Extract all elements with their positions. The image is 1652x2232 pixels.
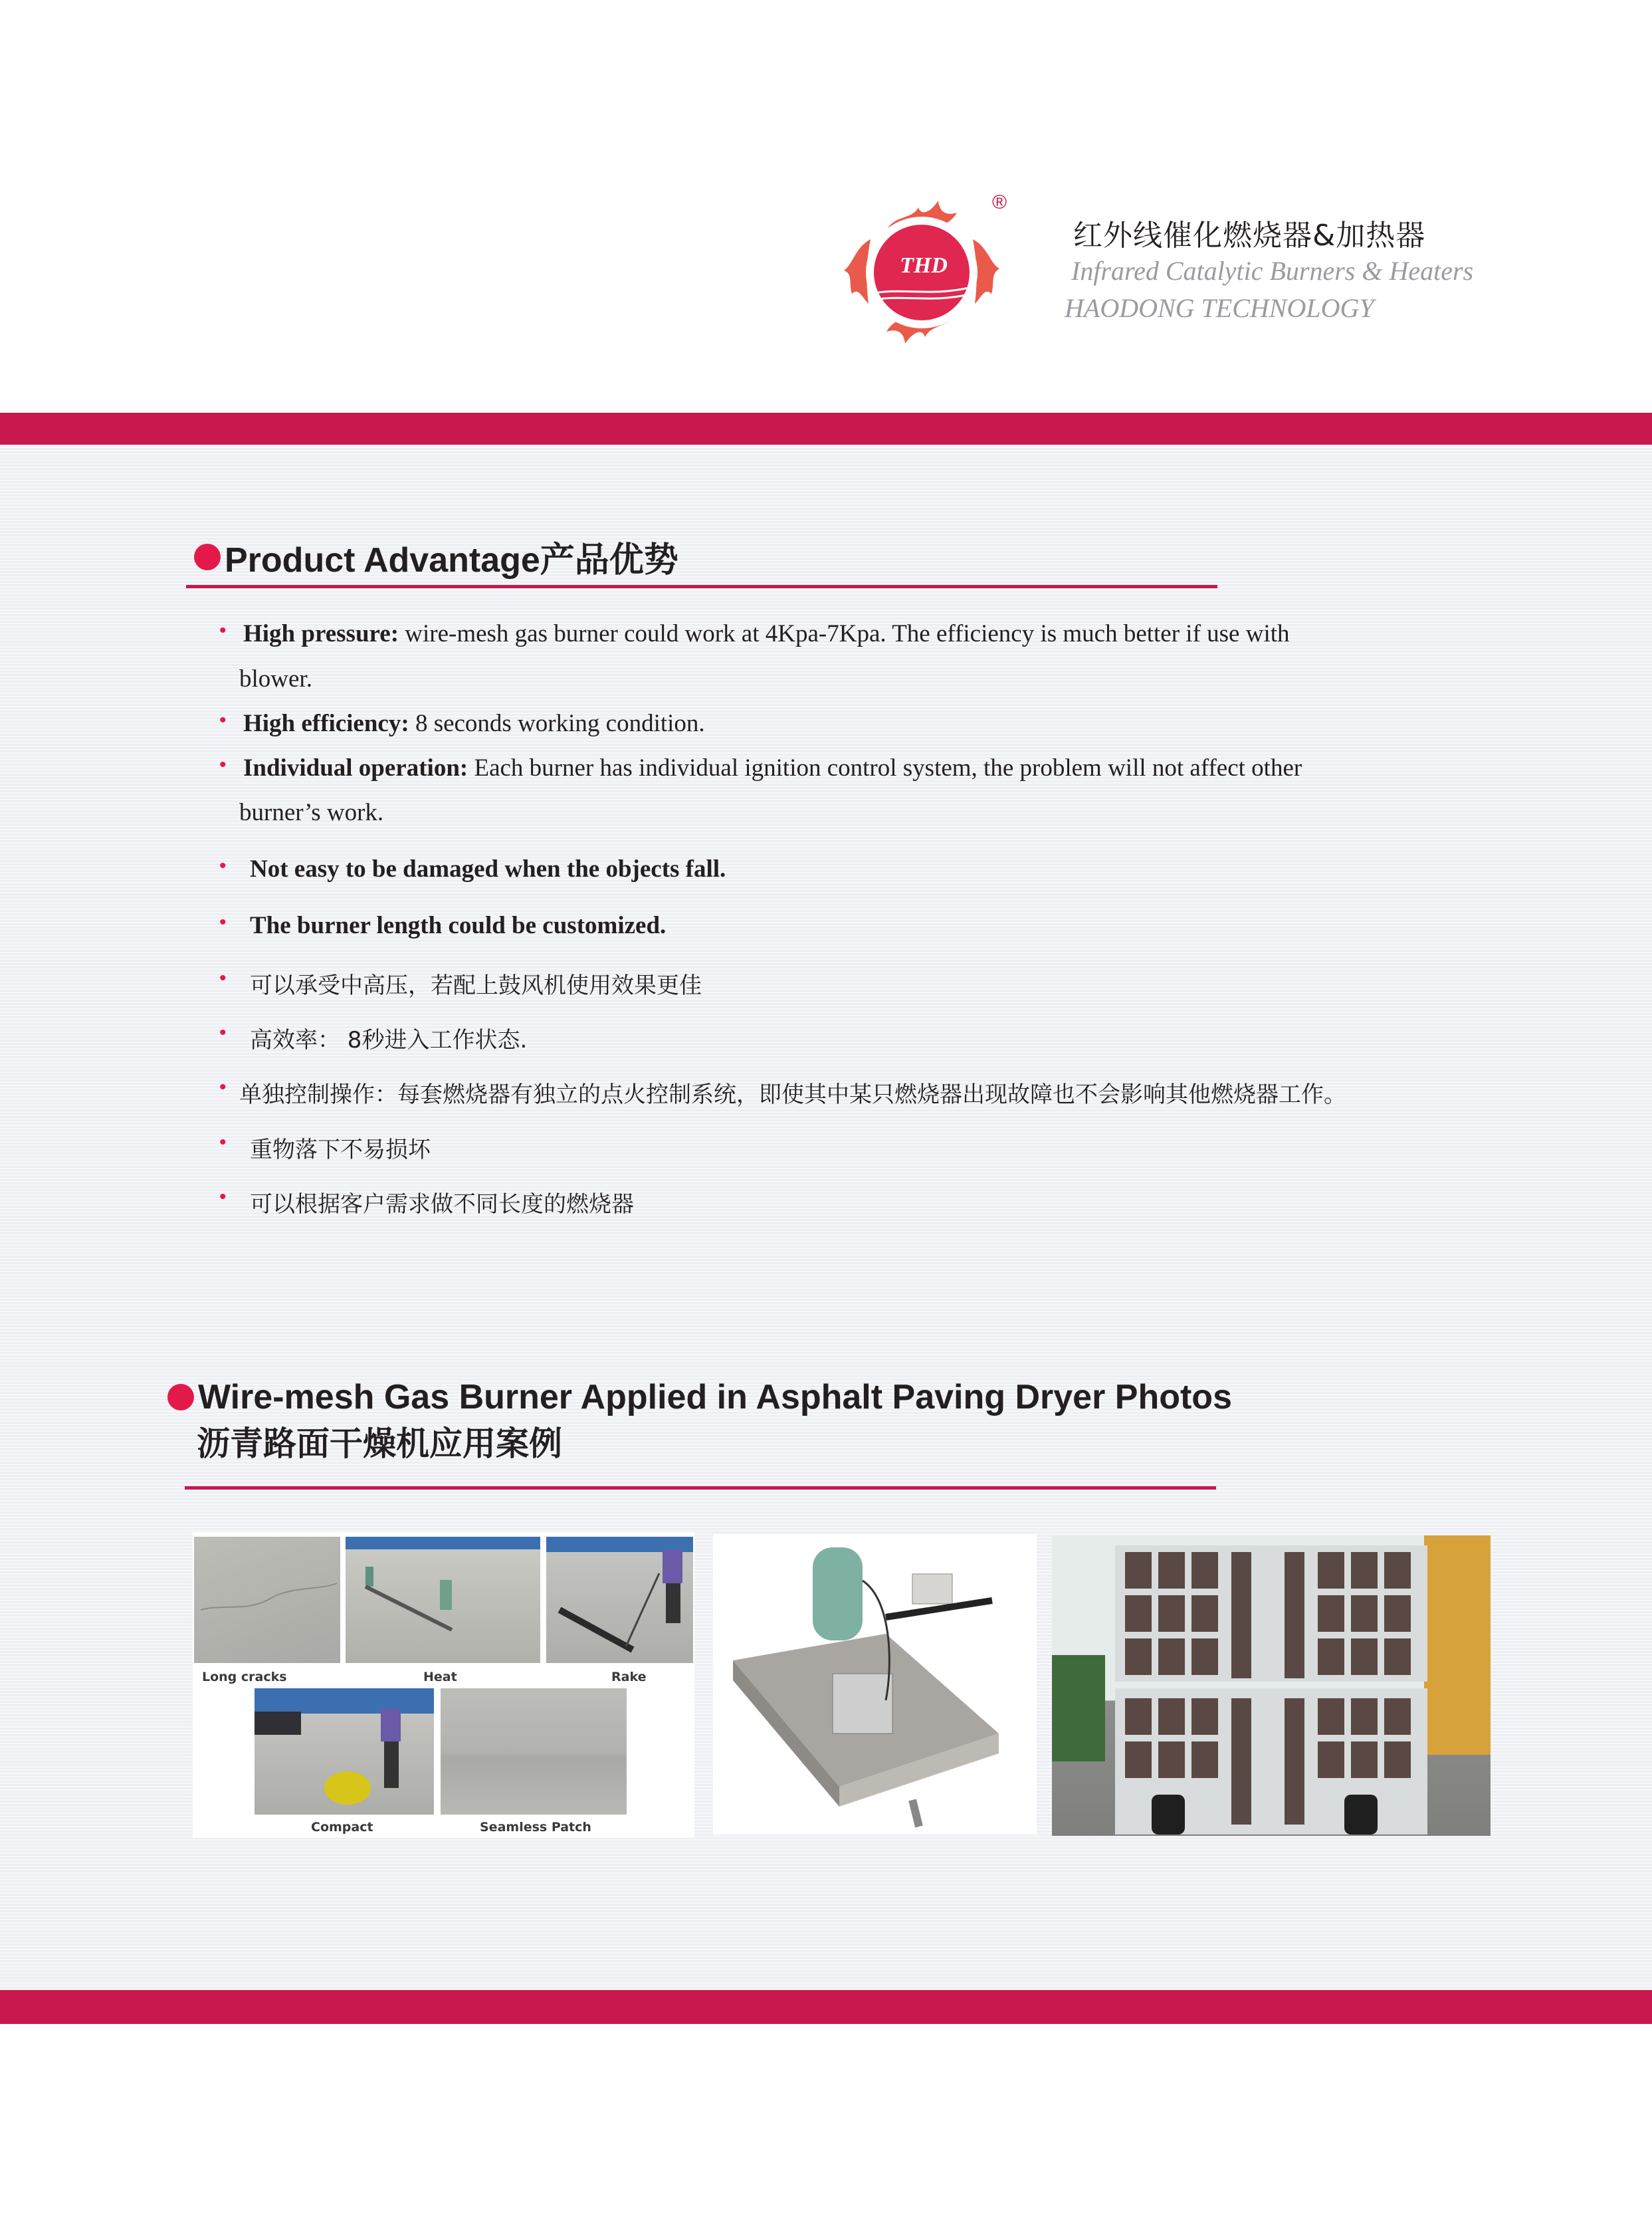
item-text: wire-mesh gas burner could work at 4Kpa-7Kpa. The efficiency is much better if use with — [399, 620, 1290, 647]
heading-bullet-icon — [167, 1384, 194, 1410]
item-text: Each burner has individual ignition control system, the problem will not affect other — [468, 754, 1302, 782]
bullet-icon: • — [219, 1186, 227, 1208]
thd-logo-icon — [839, 187, 1005, 354]
bullet-icon: • — [219, 855, 227, 877]
photos-heading — [167, 1377, 1232, 1417]
item-text: burner’s work. — [239, 799, 384, 826]
top-accent-band — [0, 413, 1652, 445]
item-text: Not easy to be damaged when the objects fall. — [250, 855, 726, 883]
item-text: The burner length could be customized. — [250, 912, 667, 939]
compact-photo — [255, 1688, 434, 1815]
multi-burner-dryer-trailer-image — [1052, 1535, 1491, 1836]
bullet-icon: • — [219, 1076, 227, 1098]
heat-photo — [346, 1537, 540, 1663]
bullet-icon: • — [219, 709, 227, 731]
bottom-accent-band — [0, 1990, 1652, 2024]
advantages-divider — [186, 585, 1217, 588]
caption-heat: Heat — [423, 1670, 457, 1684]
page-footer-area — [0, 2024, 1652, 2232]
bullet-icon: • — [219, 967, 227, 989]
company-name: HAODONG TECHNOLOGY — [1065, 293, 1374, 323]
photos-divider — [185, 1486, 1216, 1490]
item-text: 高效率： 8秒进入工作状态. — [250, 1027, 528, 1054]
brand-title-en: Infrared Catalytic Burners & Heaters — [1071, 256, 1474, 286]
item-label: High efficiency: — [243, 710, 409, 737]
registered-trademark: ® — [992, 191, 1007, 213]
seamless-patch-photo — [441, 1688, 627, 1815]
item-text: 可以根据客户需求做不同长度的燃烧器 — [250, 1191, 634, 1218]
bullet-icon: • — [219, 619, 227, 641]
caption-rake: Rake — [611, 1670, 647, 1684]
item-text: 单独控制操作：每套燃烧器有独立的点火控制系统，即使其中某只燃烧器出现故障也不会影响其他燃烧器工作。 — [239, 1081, 1346, 1108]
rake-photo — [546, 1537, 693, 1663]
caption-compact: Compact — [311, 1820, 373, 1835]
bullet-icon: • — [219, 1022, 227, 1044]
single-burner-dryer-unit-image — [713, 1534, 1037, 1835]
advantages-heading — [194, 532, 678, 582]
item-label: Individual operation: — [243, 754, 468, 782]
brand-title-cn: 红外线催化燃烧器&加热器 — [1073, 219, 1426, 253]
page-header-area — [0, 0, 1652, 413]
photos-title-en: Wire-mesh Gas Burner Applied in Asphalt Paving Dryer Photos — [198, 1378, 1232, 1416]
heading-bullet-icon — [194, 544, 221, 570]
caption-seamless-patch: Seamless Patch — [480, 1820, 591, 1835]
item-label: High pressure: — [243, 620, 399, 647]
item-text: 8 seconds working condition. — [409, 710, 705, 737]
svg-text:THD: THD — [900, 253, 948, 278]
item-text: blower. — [239, 665, 312, 693]
long-cracks-photo — [194, 1537, 340, 1663]
caption-long-cracks: Long cracks — [202, 1670, 287, 1684]
photos-title-cn: 沥青路面干燥机应用案例 — [197, 1424, 562, 1463]
bullet-icon: • — [219, 1131, 227, 1153]
advantages-title: Product Advantage产品优势 — [225, 541, 678, 580]
bullet-icon: • — [219, 754, 227, 776]
item-text: 可以承受中高压，若配上鼓风机使用效果更佳 — [250, 972, 702, 999]
item-text: 重物落下不易损坏 — [250, 1137, 431, 1163]
bullet-icon: • — [219, 911, 227, 933]
